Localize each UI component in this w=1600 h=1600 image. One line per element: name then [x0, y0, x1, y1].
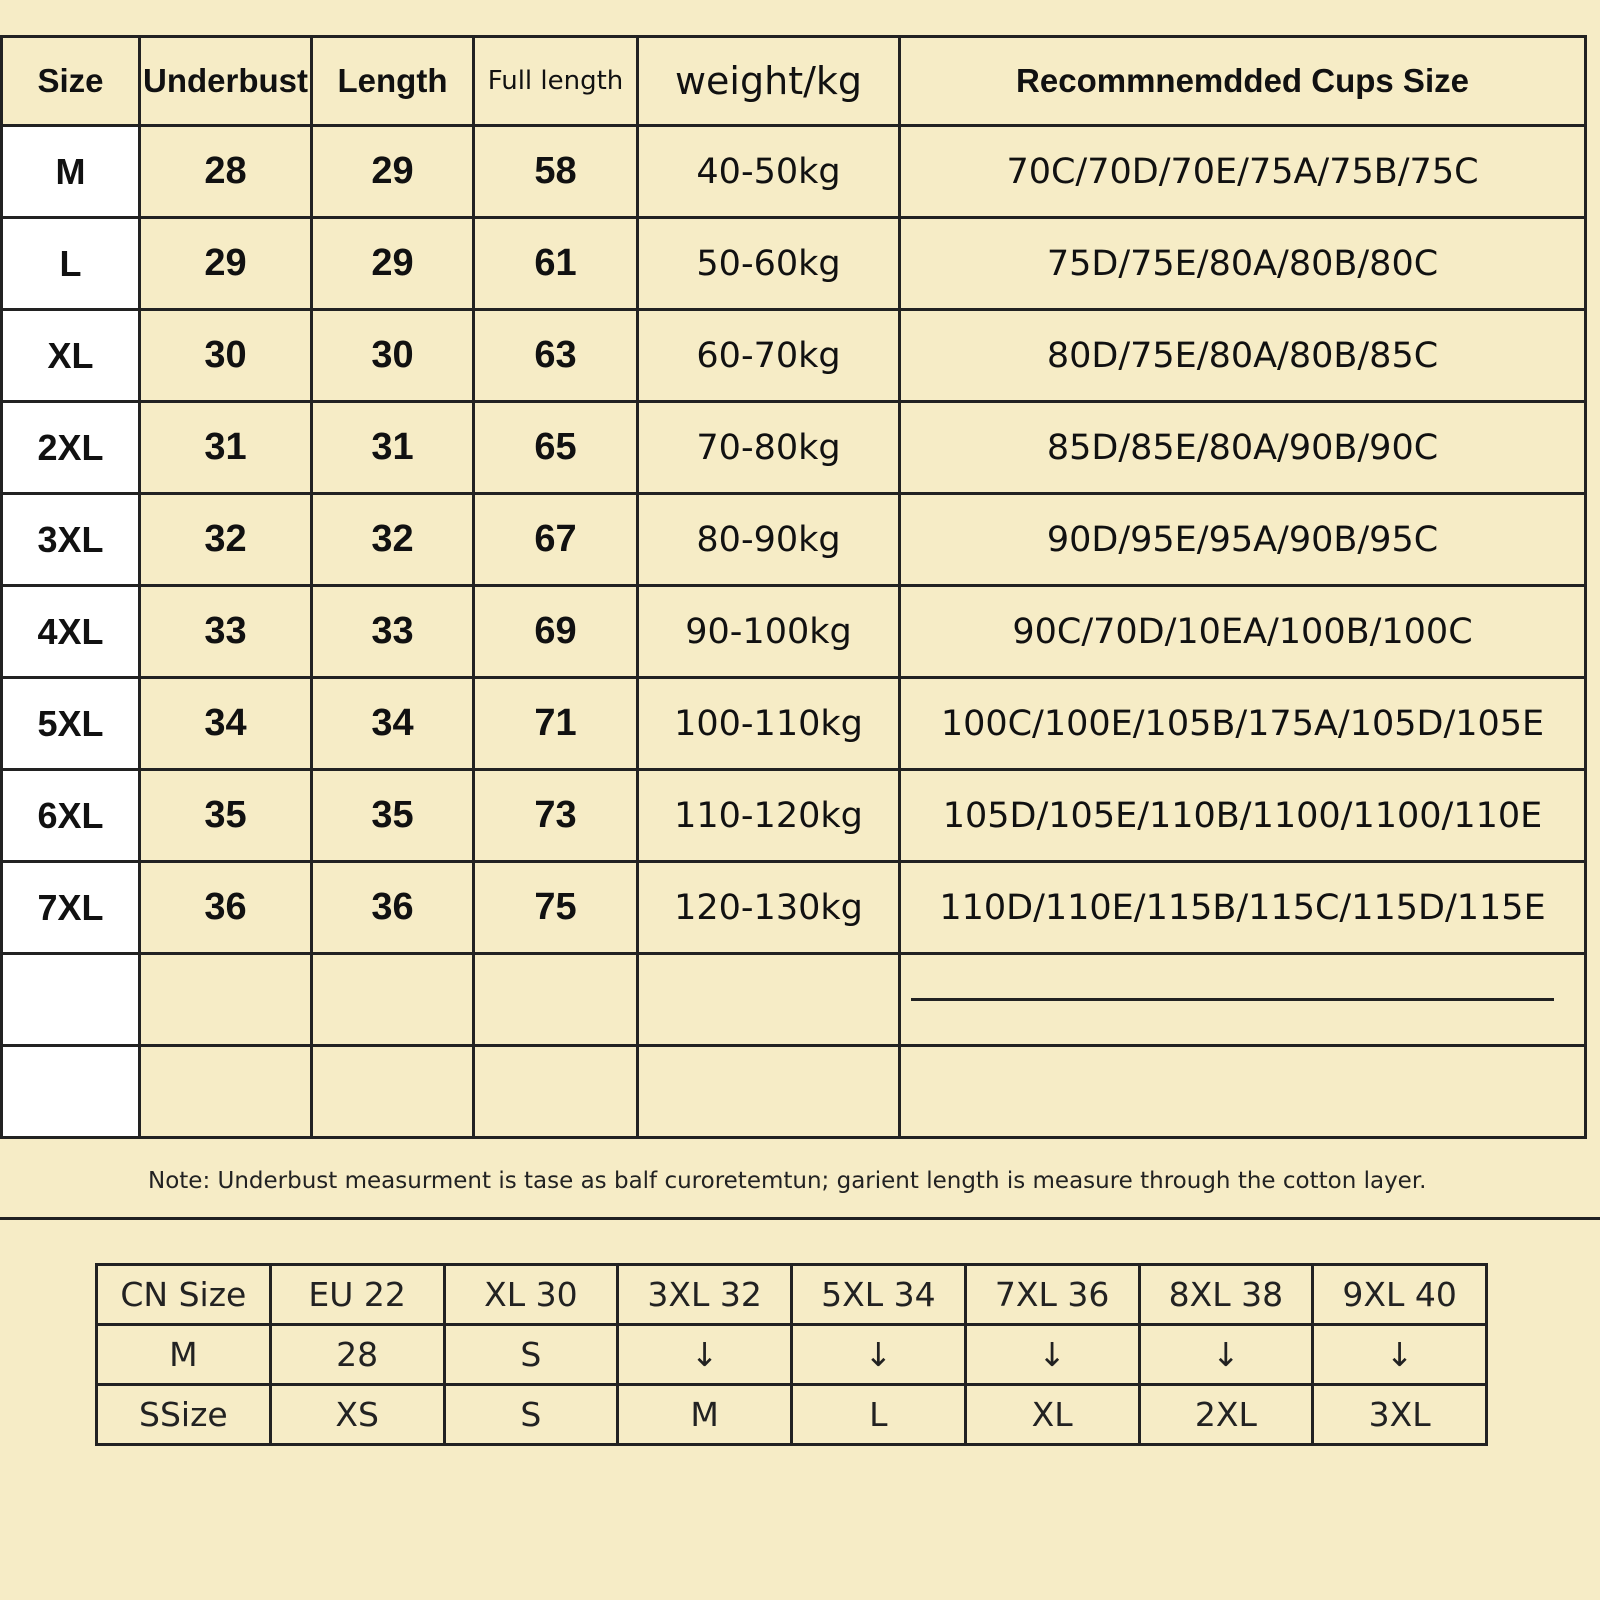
blank-line	[911, 998, 1554, 1001]
conversion-row	[97, 1325, 1487, 1385]
cell-size: M	[2, 126, 140, 218]
cell-full-length: 69	[474, 586, 638, 678]
conversion-cell: 2XL	[1139, 1385, 1313, 1445]
conversion-cell: 3XL	[1313, 1385, 1487, 1445]
table-row	[2, 494, 1586, 586]
conversion-cell: CN Size	[97, 1265, 271, 1325]
size-chart-table	[0, 35, 1587, 1139]
conversion-cell: 3XL 32	[618, 1265, 792, 1325]
cell-cups-size: 90D/95E/95A/90B/95C	[900, 494, 1586, 586]
cell-full-length: 61	[474, 218, 638, 310]
conversion-cell: ↓	[1139, 1325, 1313, 1385]
conversion-cell: 7XL 36	[965, 1265, 1139, 1325]
measurement-note: Note: Underbust measurment is tase as balf curoretemtun; garient length is measure through the cotton layer.	[148, 1168, 1427, 1194]
section-divider	[0, 1217, 1600, 1220]
empty-row	[2, 954, 1586, 1046]
conversion-cell: XS	[270, 1385, 444, 1445]
header-row	[2, 37, 1586, 126]
header-weight: weight/kg	[638, 37, 900, 126]
cell-weight: 60-70kg	[638, 310, 900, 402]
conversion-cell: ↓	[965, 1325, 1139, 1385]
cell-underbust: 33	[140, 586, 312, 678]
cell-size: 6XL	[2, 770, 140, 862]
header-size: Size	[2, 37, 140, 126]
conversion-cell: 9XL 40	[1313, 1265, 1487, 1325]
empty-cell	[140, 954, 312, 1046]
conversion-cell: S	[444, 1325, 618, 1385]
empty-cell	[2, 954, 140, 1046]
empty-cell	[900, 954, 1586, 1046]
empty-cell	[474, 954, 638, 1046]
header-underbust: Underbust	[140, 37, 312, 126]
conversion-cell: EU 22	[270, 1265, 444, 1325]
cell-cups-size: 80D/75E/80A/80B/85C	[900, 310, 1586, 402]
cell-underbust: 29	[140, 218, 312, 310]
header-cups-size: Recommnemdded Cups Size	[900, 37, 1586, 126]
cell-cups-size: 90C/70D/10EA/100B/100C	[900, 586, 1586, 678]
conversion-cell: M	[97, 1325, 271, 1385]
cell-underbust: 35	[140, 770, 312, 862]
cell-length: 31	[312, 402, 474, 494]
table-row	[2, 402, 1586, 494]
empty-cell	[638, 1046, 900, 1138]
cell-size: L	[2, 218, 140, 310]
cell-length: 33	[312, 586, 474, 678]
cell-size: 3XL	[2, 494, 140, 586]
table-row	[2, 678, 1586, 770]
conversion-cell: XL 30	[444, 1265, 618, 1325]
conversion-cell: M	[618, 1385, 792, 1445]
conversion-cell: ↓	[792, 1325, 966, 1385]
empty-row	[2, 1046, 1586, 1138]
conversion-cell: SSize	[97, 1385, 271, 1445]
cell-length: 29	[312, 126, 474, 218]
table-row	[2, 310, 1586, 402]
cell-size: 2XL	[2, 402, 140, 494]
empty-cell	[474, 1046, 638, 1138]
cell-weight: 80-90kg	[638, 494, 900, 586]
cell-underbust: 31	[140, 402, 312, 494]
header-length: Length	[312, 37, 474, 126]
conversion-row	[97, 1265, 1487, 1325]
conversion-cell: 28	[270, 1325, 444, 1385]
cell-length: 36	[312, 862, 474, 954]
conversion-row	[97, 1385, 1487, 1445]
empty-cell	[638, 954, 900, 1046]
cell-weight: 40-50kg	[638, 126, 900, 218]
cell-weight: 70-80kg	[638, 402, 900, 494]
empty-cell	[312, 954, 474, 1046]
cell-full-length: 65	[474, 402, 638, 494]
conversion-cell: 8XL 38	[1139, 1265, 1313, 1325]
size-conversion-table	[95, 1263, 1488, 1446]
table-row	[2, 218, 1586, 310]
cell-weight: 120-130kg	[638, 862, 900, 954]
cell-weight: 100-110kg	[638, 678, 900, 770]
header-full-length: Full length	[474, 37, 638, 126]
cell-weight: 110-120kg	[638, 770, 900, 862]
cell-length: 35	[312, 770, 474, 862]
cell-underbust: 30	[140, 310, 312, 402]
cell-size: 4XL	[2, 586, 140, 678]
cell-full-length: 73	[474, 770, 638, 862]
cell-underbust: 36	[140, 862, 312, 954]
cell-cups-size: 105D/105E/110B/1100/1100/110E	[900, 770, 1586, 862]
cell-full-length: 71	[474, 678, 638, 770]
cell-cups-size: 110D/110E/115B/115C/115D/115E	[900, 862, 1586, 954]
cell-weight: 90-100kg	[638, 586, 900, 678]
empty-cell	[2, 1046, 140, 1138]
empty-cell	[900, 1046, 1586, 1138]
empty-cell	[312, 1046, 474, 1138]
cell-underbust: 34	[140, 678, 312, 770]
cell-weight: 50-60kg	[638, 218, 900, 310]
conversion-cell: ↓	[618, 1325, 792, 1385]
cell-cups-size: 75D/75E/80A/80B/80C	[900, 218, 1586, 310]
table-row	[2, 862, 1586, 954]
cell-cups-size: 70C/70D/70E/75A/75B/75C	[900, 126, 1586, 218]
conversion-cell: XL	[965, 1385, 1139, 1445]
cell-cups-size: 85D/85E/80A/90B/90C	[900, 402, 1586, 494]
cell-length: 34	[312, 678, 474, 770]
cell-full-length: 67	[474, 494, 638, 586]
table-row	[2, 770, 1586, 862]
cell-underbust: 28	[140, 126, 312, 218]
cell-length: 29	[312, 218, 474, 310]
conversion-cell: L	[792, 1385, 966, 1445]
cell-cups-size: 100C/100E/105B/175A/105D/105E	[900, 678, 1586, 770]
table-row	[2, 126, 1586, 218]
cell-length: 32	[312, 494, 474, 586]
cell-size: 5XL	[2, 678, 140, 770]
cell-length: 30	[312, 310, 474, 402]
table-row	[2, 586, 1586, 678]
cell-full-length: 63	[474, 310, 638, 402]
cell-size: XL	[2, 310, 140, 402]
empty-cell	[140, 1046, 312, 1138]
cell-full-length: 75	[474, 862, 638, 954]
conversion-cell: S	[444, 1385, 618, 1445]
cell-full-length: 58	[474, 126, 638, 218]
conversion-cell: 5XL 34	[792, 1265, 966, 1325]
cell-underbust: 32	[140, 494, 312, 586]
conversion-cell: ↓	[1313, 1325, 1487, 1385]
cell-size: 7XL	[2, 862, 140, 954]
